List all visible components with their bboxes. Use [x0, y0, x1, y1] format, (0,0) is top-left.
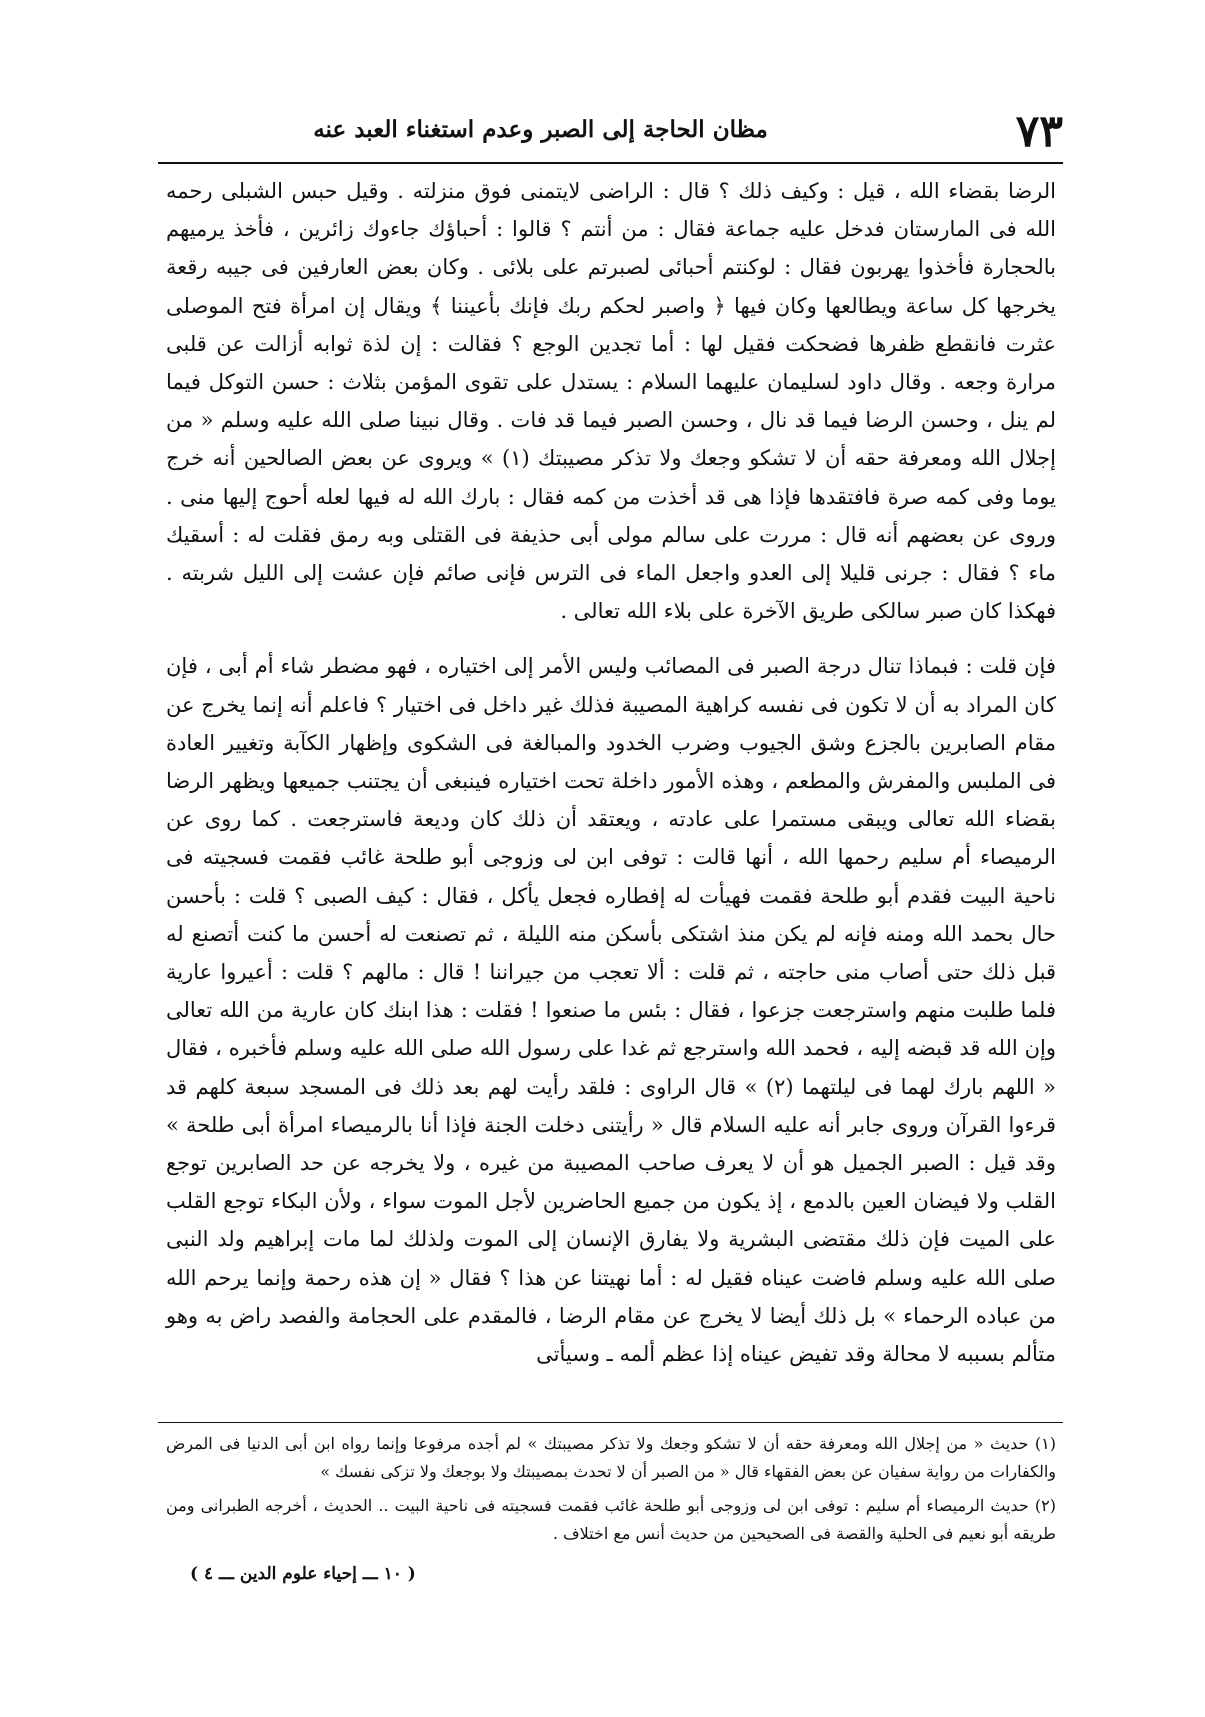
main-text [166, 172, 1056, 1373]
paragraph: فإن قلت : فبماذا تنال درجة الصبر فى المصائب وليس الأمر إلى اختياره ، فهو مضطر شاء أم أبى ، فإن كان المراد به أن لا تكون فى نفسه كراهية المصيبة فذلك غير داخل فى اختيار ؟ فاعلم أنه إنما يخرج عن مقام الصابرين بالجزع وشق الجيوب وضرب الخدود والمبالغة فى الشكوى وإظهار الكآبة وتغيير العادة فى الملبس والمفرش والمطعم ، وهذه الأمور داخلة تحت اختياره فينبغى أن يجتنب جميعها ويظهر الرضا بقضاء الله تعالى ويبقى مستمرا على عادته ، ويعتقد أن ذلك كان وديعة فاسترجعت . كما روى عن الرميصاء أم سليم رحمها الله ، أنها قالت : توفى ابن لى وزوجى أبو طلحة غائب فقمت فسجيته فى ناحية البيت فقدم أبو طلحة فقمت فهيأت له إفطاره فجعل يأكل ، فقال : كيف الصبى ؟ قلت : بأحسن حال بحمد الله ومنه فإنه لم يكن منذ اشتكى بأسكن منه الليلة ، ثم تصنعت له أحسن ما كنت أتصنع له قبل ذلك حتى أصاب منى حاجته ، ثم قلت : ألا تعجب من جيراننا ! قال : مالهم ؟ قلت : أعيروا عارية فلما طلبت منهم واسترجعت جزعوا ، فقال : بئس ما صنعوا ! فقلت : هذا ابنك كان عارية من الله تعالى وإن الله قد قبضه إليه ، فحمد الله واسترجع ثم غدا على رسول الله صلى الله عليه وسلم فأخبره ، فقال « اللهم بارك لهما فى ليلتهما (٢) » قال الراوى : فلقد رأيت لهم بعد ذلك فى المسجد سبعة كلهم قد قرءوا القرآن وروى جابر أنه عليه السلام قال « رأيتنى دخلت الجنة فإذا أنا بالرميصاء امرأة أبى طلحة » وقد قيل : الصبر الجميل هو أن لا يعرف صاحب المصيبة من غيره ، ولا يخرجه عن حد الصابرين توجع القلب ولا فيضان العين بالدمع ، إذ يكون من جميع الحاضرين لأجل الموت سواء ، ولأن البكاء توجع القلب على الميت فإن ذلك مقتضى البشرية ولا يفارق الإنسان إلى الموت ولذلك لما مات إبراهيم ولد النبى صلى الله عليه وسلم فاضت عيناه فقيل له : أما نهيتنا عن هذا ؟ فقال « إن هذه رحمة وإنما يرحم الله من عباده الرحماء » بل ذلك أيضا لا يخرج عن مقام الرضا ، فالمقدم على الحجامة والفصد راض به وهو متألم بسببه لا محالة وقد تفيض عيناه إذا عظم ألمه ـ وسيأتى [166, 654, 1057, 1367]
paragraph: الرضا بقضاء الله ، قيل : وكيف ذلك ؟ قال : الراضى لايتمنى فوق منزلته . وقيل حبس الشبلى رحمه الله فى المارستان فدخل عليه جماعة فقال : من أنتم ؟ قالوا : أحباؤك جاءوك زائرين ، فأخذ يرميهم بالحجارة فأخذوا يهربون فقال : لوكنتم أحبائى لصبرتم على بلائى . وكان بعض العارفين فى جيبه رقعة يخرجها كل ساعة ويطالعها وكان فيها ﴿ واصبر لحكم ربك فإنك بأعيننا ﴾ ويقال إن امرأة فتح الموصلى عثرت فانقطع ظفرها فضحكت فقيل لها : أما تجدين الوجع ؟ فقالت : إن لذة ثوابه أزالت عن قلبى مرارة وجعه . وقال داود لسليمان عليهما السلام : يستدل على تقوى المؤمن بثلاث : حسن التوكل فيما لم ينل ، وحسن الرضا فيما قد نال ، وحسن الصبر فيما قد فات . وقال نبينا صلى الله عليه وسلم « من إجلال الله ومعرفة حقه أن لا تشكو وجعك ولا تذكر مصيبتك (١) » ويروى عن بعض الصالحين أنه خرج يوما وفى كمه صرة فافتقدها فإذا هى قد أخذت من كمه فقال : بارك الله له فيها لعله أحوج إليها منى . وروى عن بعضهم أنه قال : مررت على سالم مولى أبى حذيفة فى القتلى وبه رمق فقلت له : أسقيك ماء ؟ فقال : جرنى قليلا إلى العدو واجعل الماء فى الترس فإنى صائم فإن عشت إلى الليل شربته . فهكذا كان صبر سالكى طريق الآخرة على بلاء الله تعالى . [166, 179, 1057, 624]
footnote: (٢) حديث الرميصاء أم سليم : توفى ابن لى وزوجى أبو طلحة غائب فقمت فسجيته فى ناحية البيت .. الحديث ، أخرجه الطبرانى ومن طريقه أبو نعيم فى الحلية والقصة فى الصحيحين من حديث أنس مع اختلاف . [166, 1496, 1056, 1543]
footnote-rule [158, 1422, 1063, 1423]
page-number: ٧٣ [1015, 106, 1063, 157]
page-header [158, 104, 1063, 166]
header-rule [158, 162, 1063, 164]
footnotes [166, 1430, 1056, 1548]
volume-signature: ( ١٠ ـــ إحياء علوم الدين ـــ ٤ ) [190, 1564, 416, 1584]
running-title: مظان الحاجة إلى الصبر وعدم استغناء العبد عنه [313, 116, 768, 143]
footnote: (١) حديث « من إجلال الله ومعرفة حقه أن لا تشكو وجعك ولا تذكر مصيبتك » لم أجده مرفوعا وإنما رواه ابن أبى الدنيا فى المرض والكفارات من رواية سفيان عن بعض الفقهاء قال « من الصبر أن لا تحدث بمصيبتك ولا بوجعك ولا تزكى نفسك » [166, 1434, 1057, 1481]
